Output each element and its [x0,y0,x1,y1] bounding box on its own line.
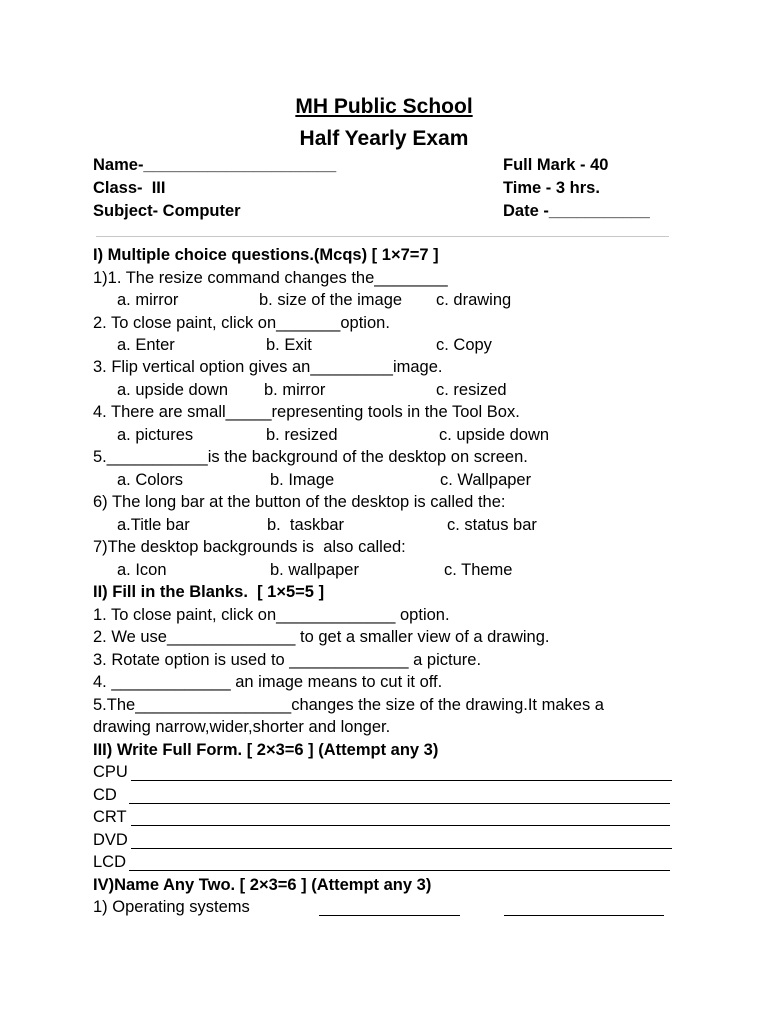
fill-blank-1: 1. To close paint, click on_____________ option. [93,606,450,624]
mcq-5-option-b: b. Image [270,471,335,489]
class-label: Class- III [93,179,166,197]
mcq-5-option-c: c. Wallpaper [440,471,532,489]
section1-heading: I) Multiple choice questions.(Mcqs) [ 1×7=7 ] [93,246,439,264]
header-divider [96,236,669,237]
mcq-4-question: 4. There are small_____representing tools in the Tool Box. [93,403,520,421]
mcq-1-option-c: c. drawing [436,291,512,309]
school-title: MH Public School [295,95,473,118]
mcq-7-option-b: b. wallpaper [270,561,359,579]
mcq-4-option-c: c. upside down [439,426,550,444]
full-mark: Full Mark - 40 [503,156,609,174]
fill-blank-3: 3. Rotate option is used to _____________ a picture. [93,651,482,669]
full-form-cpu-label: CPU [93,763,128,781]
mcq-6-question: 6) The long bar at the button of the desktop is called the: [93,493,506,511]
name-label: Name-_____________________ [93,156,337,174]
full-form-crt-label: CRT [93,808,127,826]
mcq-4-option-b: b. resized [266,426,338,444]
full-form-dvd-answer-line [131,848,672,849]
mcq-7-option-a: a. Icon [117,561,167,579]
mcq-6-option-c: c. status bar [447,516,537,534]
mcq-1-question: 1)1. The resize command changes the________ [93,269,448,287]
answer-line-2 [504,915,664,916]
mcq-3-option-a: a. upside down [117,381,228,399]
fill-blank-4: 4. _____________ an image means to cut it off. [93,673,443,691]
mcq-3-question: 3. Flip vertical option gives an_________image. [93,358,443,376]
fill-blank-5-line2: drawing narrow,wider,shorter and longer. [93,718,391,736]
mcq-7-option-c: c. Theme [444,561,513,579]
answer-line-1 [319,915,460,916]
mcq-2-option-a: a. Enter [117,336,175,354]
date-label: Date -___________ [503,202,650,220]
full-form-cpu-answer-line [131,780,672,781]
section3-heading: III) Write Full Form. [ 2×3=6 ] (Attempt any 3) [93,741,439,759]
mcq-7-question: 7)The desktop backgrounds is also called: [93,538,406,556]
mcq-5-question: 5.___________is the background of the desktop on screen. [93,448,528,466]
mcq-4-option-a: a. pictures [117,426,194,444]
section4-heading: IV)Name Any Two. [ 2×3=6 ] (Attempt any 3) [93,876,432,894]
mcq-1-option-a: a. mirror [117,291,179,309]
mcq-2-question: 2. To close paint, click on_______option. [93,314,390,332]
mcq-2-option-b: b. Exit [266,336,312,354]
exam-title: Half Yearly Exam [299,127,469,150]
mcq-6-option-b: b. taskbar [267,516,345,534]
mcq-3-option-b: b. mirror [264,381,326,399]
full-form-cd-answer-line [129,803,670,804]
mcq-3-option-c: c. resized [436,381,507,399]
full-form-lcd-label: LCD [93,853,127,871]
time-label: Time - 3 hrs. [503,179,600,197]
mcq-2-option-c: c. Copy [436,336,492,354]
mcq-1-option-b: b. size of the image [259,291,403,309]
mcq-5-option-a: a. Colors [117,471,184,489]
full-form-dvd-label: DVD [93,831,128,849]
mcq-6-option-a: a.Title bar [117,516,190,534]
section2-heading: II) Fill in the Blanks. [ 1×5=5 ] [93,583,325,601]
fill-blank-5-line1: 5.The_________________changes the size of the drawing.It makes a [93,696,604,714]
name-any-two-q1: 1) Operating systems [93,898,250,916]
full-form-lcd-answer-line [129,870,670,871]
full-form-cd-label: CD [93,786,117,804]
full-form-crt-answer-line [131,825,670,826]
subject-label: Subject- Computer [93,202,241,220]
fill-blank-2: 2. We use______________ to get a smaller view of a drawing. [93,628,550,646]
